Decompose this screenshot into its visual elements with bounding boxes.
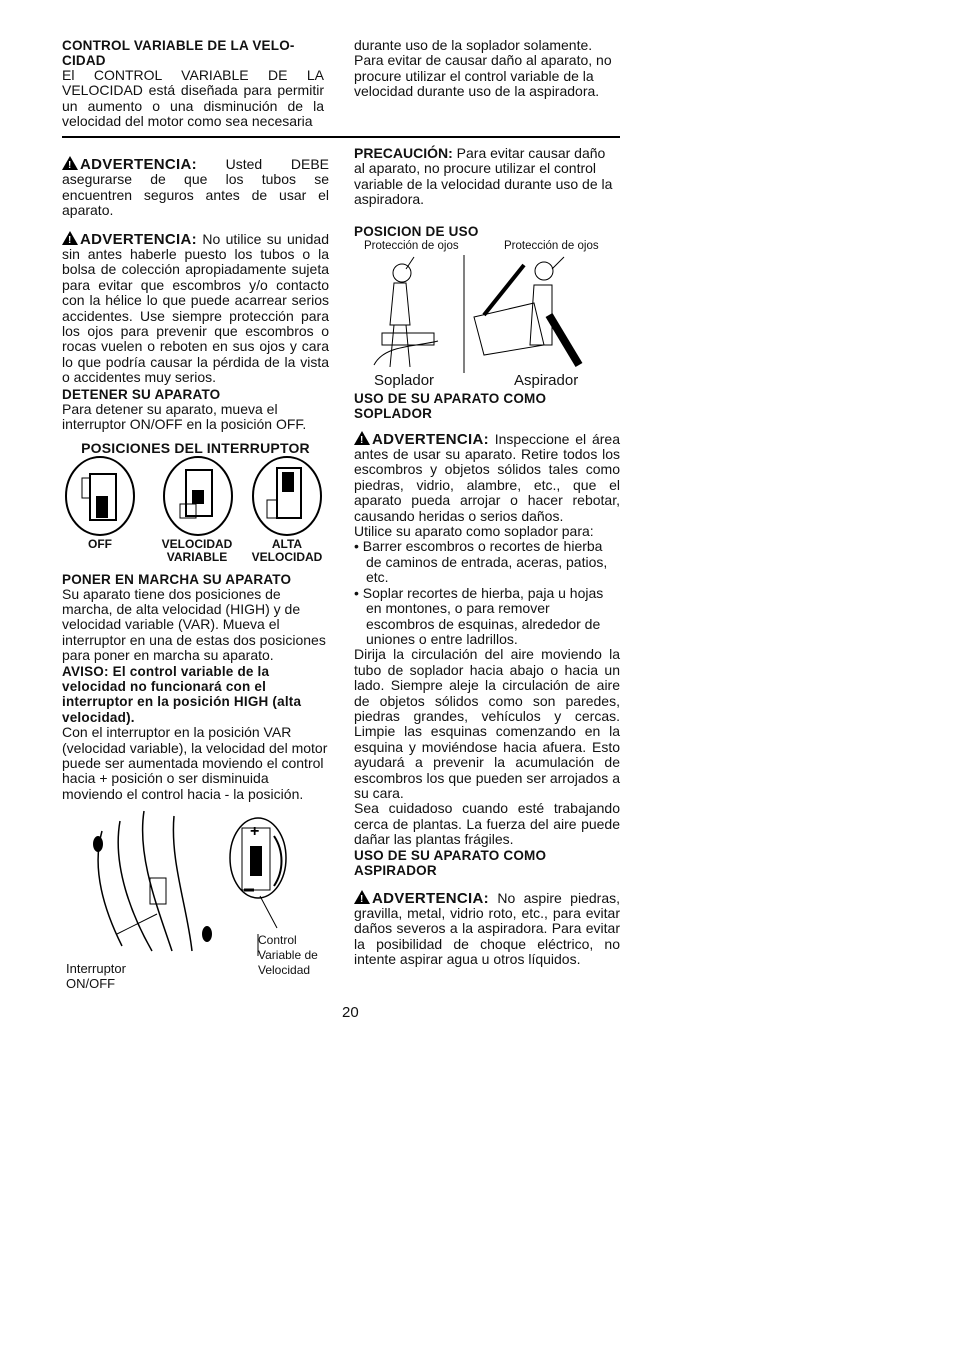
top-right-column: [354, 38, 619, 100]
switch-high-icon: [253, 457, 321, 535]
warning-icon: [62, 156, 78, 170]
vacuum-use-heading: USO DE SU APARATO COMO ASPIRADOR: [354, 847, 547, 878]
top-left-column: [62, 38, 324, 130]
warning-eye-protection: !ADVERTENCIA: No utilice su unidad sin antes haberle puesto los tubos o la bolsa de colección apropiadamente sujeta para evitar que escombros y/o contacto con la hélice lo que puede acarrear serios accidentes. Use siempre protección para los ojos para prevenir que escombros o rocas vuelen o reboten en sus ojos y cara lo que podría causar la pérdida de la vista o accidentes muy serios.: [62, 231, 329, 386]
stop-heading: DETENER SU APARATO: [62, 386, 221, 402]
start-heading: PONER EN MARCHA SU APARATO: [62, 571, 292, 587]
switch-positions-figure: [62, 456, 329, 538]
switch-label-off: OFF: [88, 536, 112, 551]
caution-text: PRECAUCIÓN: Para evitar causar daño al aparato, no procure utilizar el control variable de la velocidad durante uso de la aspiradora.: [354, 145, 613, 208]
warning-tubes: !ADVERTENCIA: Usted DEBE asegurarse de que los tubos se encuentren seguros antes de usar el aparato.: [62, 156, 329, 219]
variable-speed-heading: CONTROL VARIABLE DE LA VELO-CIDAD: [62, 38, 295, 68]
switch-label-high: ALTA VELOCIDAD: [251, 536, 323, 564]
use-position-captions: [354, 373, 620, 391]
on-off-switch-label: Interruptor ON/OFF: [66, 961, 126, 991]
blower-operator-drawing: [374, 257, 438, 367]
blower-use-heading: USO DE SU APARATO COMO SOPLADOR: [354, 390, 547, 421]
variable-control-text: Con el interruptor en la posición VAR (velocidad variable), la velocidad del motor puede ser aumentada moviendo el control hacia + posición o ser disminuida moviendo el control hacia - la posición.: [62, 724, 328, 802]
notice-text: AVISO: El control variable de la velocidad no funcionará con el interruptor en la posición HIGH (alta velocidad).: [62, 663, 302, 725]
variable-speed-continued: durante uso de la soplador solamente. Para evitar de causar daño al aparato, no procure utilizar el control variable de la velocidad durante uso de la aspiradora.: [354, 37, 612, 100]
variable-control-label: Control Variable de Velocidad: [258, 933, 318, 977]
plants-caution-text: Sea cuidadoso cuando esté trabajando cerca de plantas. La fuerza del aire puede dañar las plantas frágiles.: [354, 800, 620, 848]
use-position-figure: [354, 255, 620, 373]
vacuum-operator-drawing: [474, 257, 579, 365]
blower-use-bullet-1: • Barrer escombros o recortes de hierba de caminos de entrada, aceras, patios, etc.: [354, 538, 608, 586]
blower-use-bullet-2: • Soplar recortes de hierba, paja u hojas en montones, o para remover escombros de esquinas, alrededor de uniones o entre ladrillos.: [354, 584, 604, 647]
warning-icon: [62, 231, 78, 245]
blower-use-intro: Utilice su aparato como soplador para:: [354, 523, 594, 540]
start-text: Su aparato tiene dos posiciones de marcha, de alta velocidad (HIGH) y de velocidad variable (VAR). Mueva el interruptor en una de estas dos posiciones para poner en marcha su aparato.: [62, 585, 326, 664]
switch-variable-icon: [164, 457, 232, 535]
switch-label-variable: VELOCIDAD VARIABLE: [161, 536, 233, 564]
switch-position-labels: [62, 538, 329, 566]
blower-caption: Soplador: [374, 371, 435, 389]
switch-positions-heading: POSICIONES DEL INTERRUPTOR: [81, 439, 310, 456]
page-number: 20: [342, 1004, 359, 1021]
section-divider: [62, 136, 620, 138]
warning-icon: [354, 890, 370, 904]
warning-inspect-area: !ADVERTENCIA: Inspeccione el área antes de usar su aparato. Retire todos los escombros y objetos sólidos tales como piedras, vidrio, alambre, etc., que el aparato pueda arrojar o hacer rebotar, causando heridas o serios daños.: [354, 431, 620, 524]
warning-icon: [354, 431, 370, 445]
right-column: [354, 146, 620, 968]
use-position-heading: POSICION DE USO: [354, 223, 479, 239]
left-column: [62, 156, 330, 991]
svg-text:+: +: [250, 823, 260, 841]
switch-off-icon: [66, 457, 134, 535]
stop-text: Para detener su aparato, mueva el interruptor ON/OFF en la posición OFF.: [62, 400, 307, 433]
airflow-direction-text: Dirija la circulación del aire moviendo la tubo de soplador hacia abajo o hacia un lado. Siempre aleje la circulación de aire de objetos sólidos como son paredes, piedras grandes, vehículos y cercas. Limpie las esquinas comenzando en la esquina y moviéndose hacia afuera. Esto ayudará a prevenir la acumulación de escombros los que pueden ser arrojados a su cara.: [354, 646, 620, 801]
eye-protection-labels: [354, 239, 620, 255]
eye-protection-label-2: Protección de ojos: [504, 239, 599, 252]
vacuum-caption: Aspirador: [514, 371, 579, 389]
warning-vacuum: !ADVERTENCIA: No aspire piedras, gravilla, metal, vidrio roto, etc., para evitar daños severos a la aspiradora. Para evitar la posibilidad de choque eléctrico, no intente aspirar agua u otros líquidos.: [354, 890, 620, 968]
variable-speed-text: El CONTROL VARIABLE DE LA VELOCIDAD está diseñada para permitir un aumento o una disminución de la velocidad del motor como sea necesaria: [62, 67, 324, 130]
eye-protection-label-1: Protección de ojos: [364, 239, 459, 252]
